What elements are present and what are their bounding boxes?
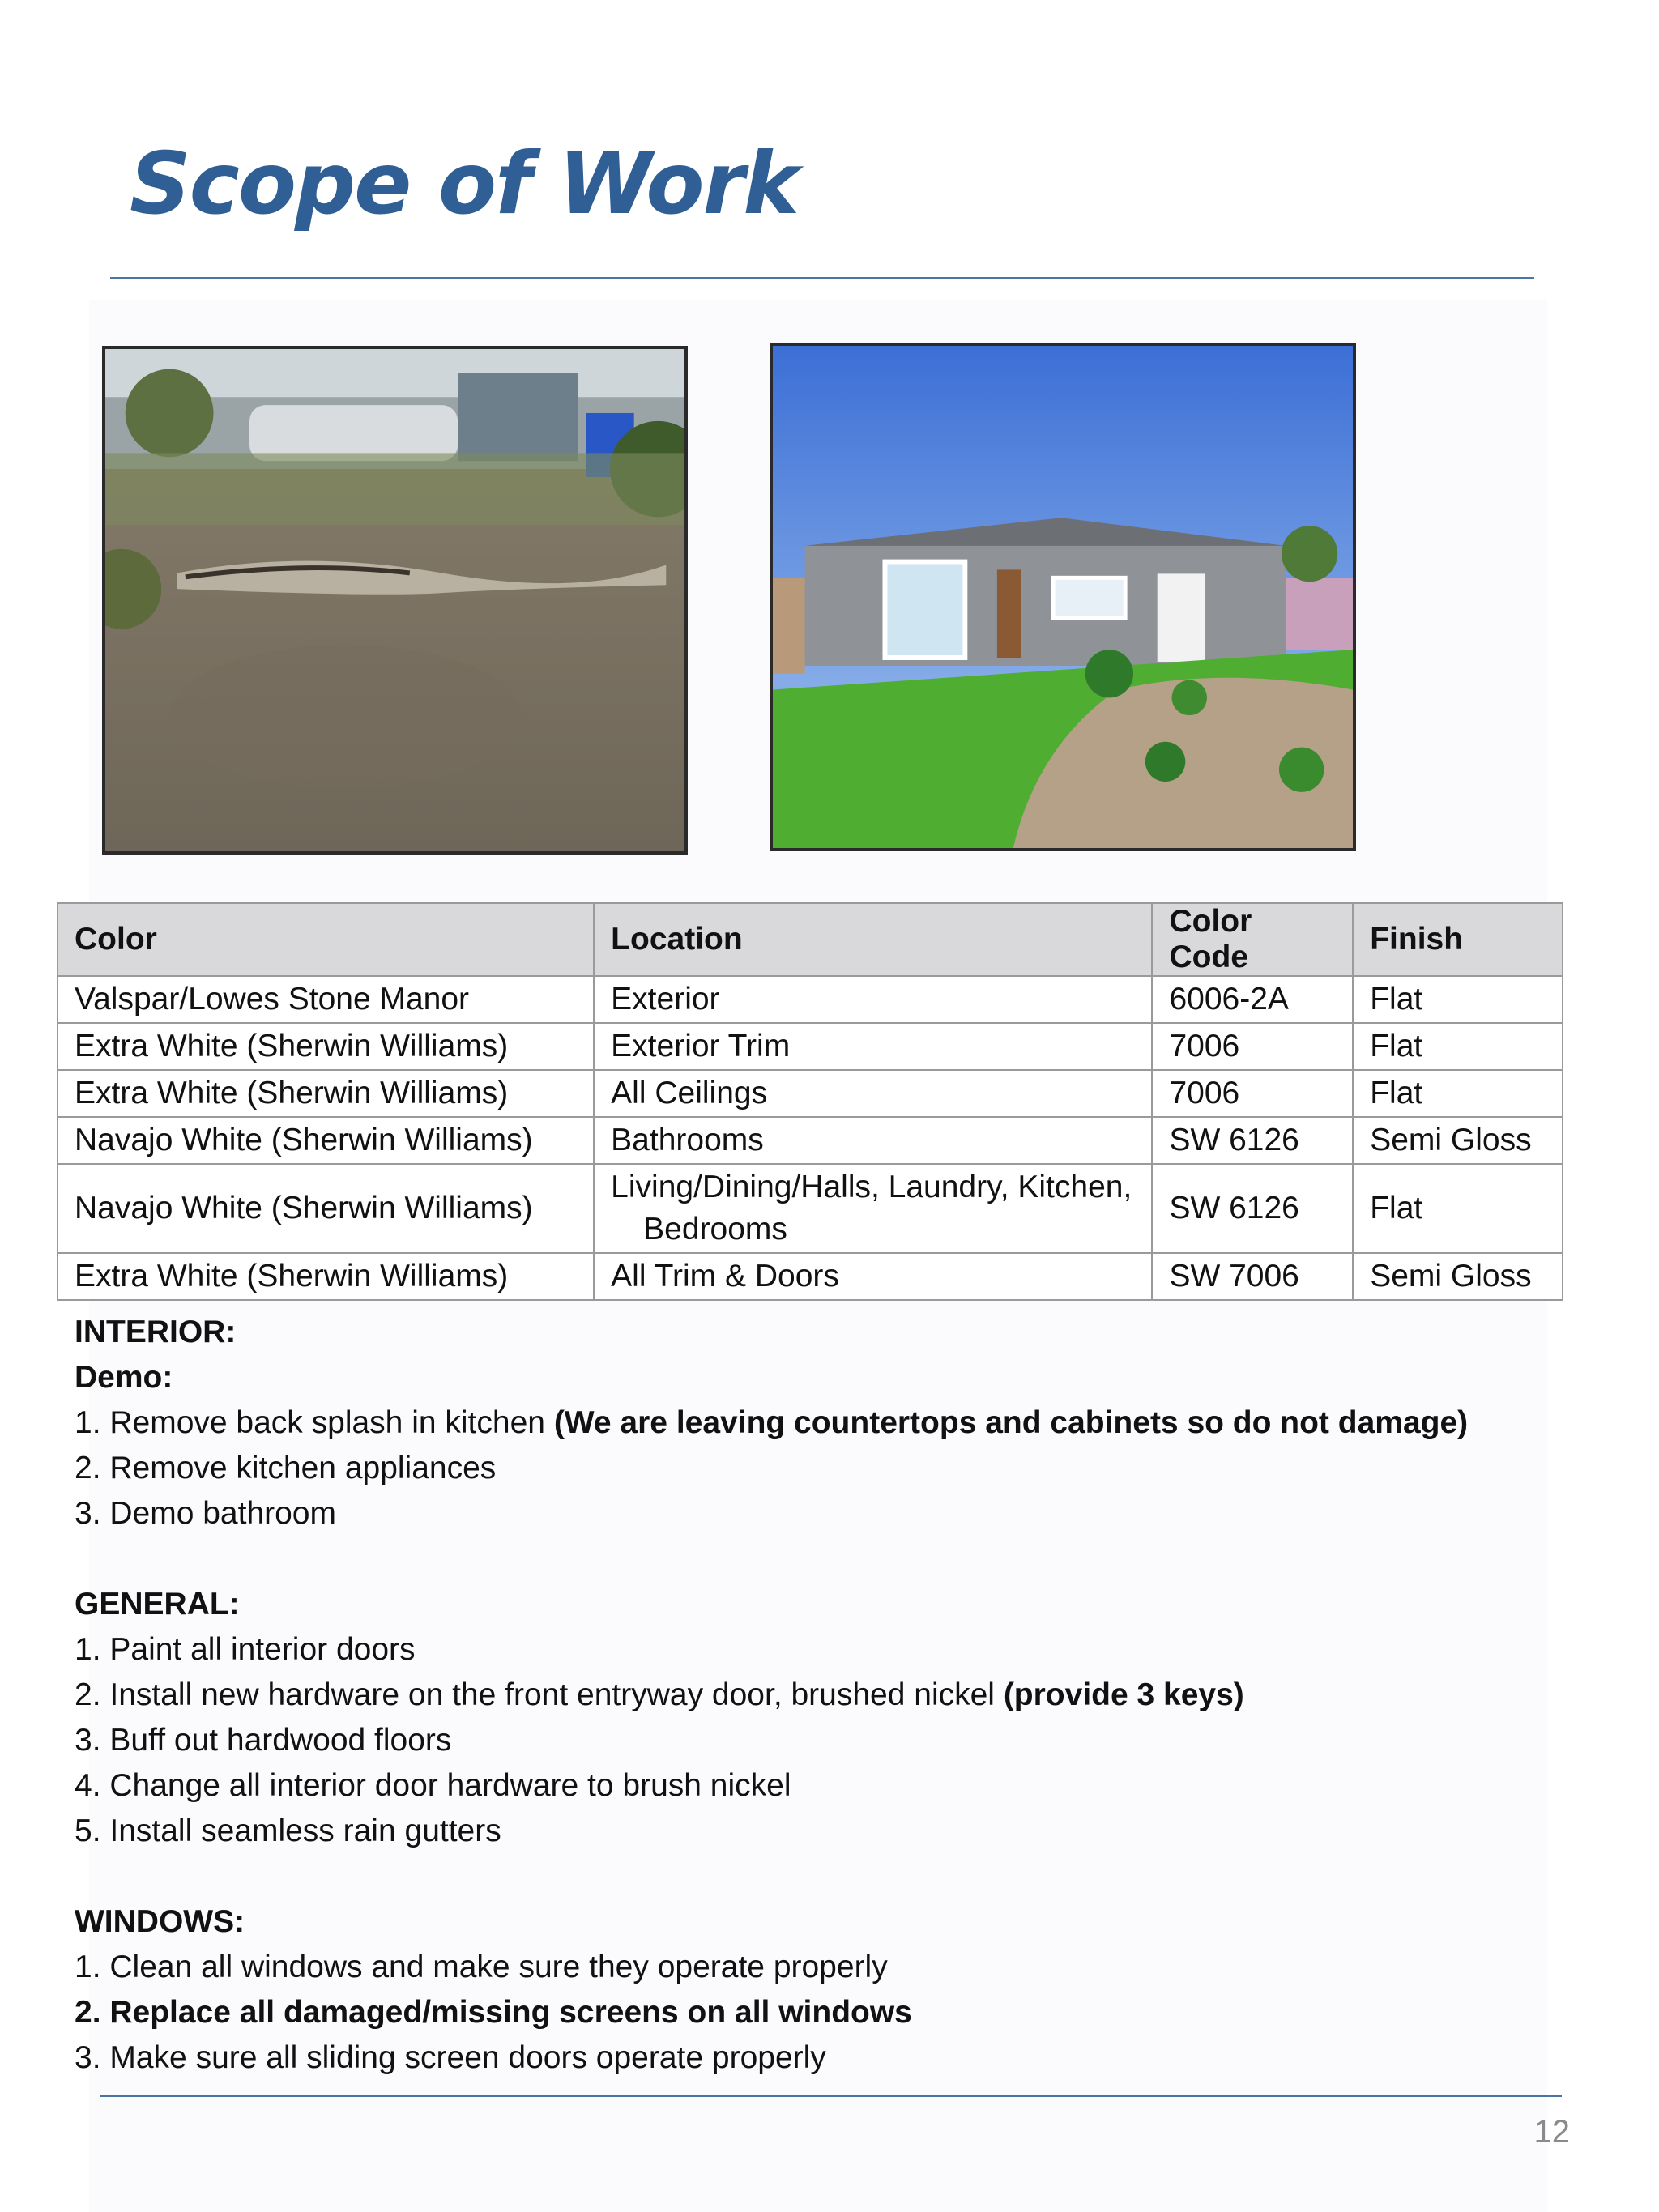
cell-color-code: 7006 [1152,1023,1353,1070]
cell-location [594,1164,1152,1253]
cell-finish: Flat [1353,1070,1563,1117]
table-row [58,1070,1563,1117]
demo-heading: Demo: [75,1360,173,1395]
cell-finish: Semi Gloss [1353,1117,1563,1164]
list-item: 1. Clean all windows and make sure they operate properly [75,1950,888,1984]
cell-color: Extra White (Sherwin Williams) [58,1070,594,1117]
cell-color: Extra White (Sherwin Williams) [58,1023,594,1070]
general-item-2-note: (provide 3 keys) [1003,1677,1244,1712]
table-row [58,1023,1563,1070]
general-item-2: 2. Install new hardware on the front entryway door, brushed nickel [75,1677,1004,1712]
list-item [75,1673,1549,1718]
table-row [58,976,1563,1023]
cell-color: Extra White (Sherwin Williams) [58,1253,594,1300]
interior-item-1-note: (We are leaving countertops and cabinets so do not damage) [553,1405,1469,1440]
cell-location: All Trim & Doors [594,1253,1152,1300]
column-header-color: Color [58,903,594,976]
general-heading: GENERAL: [75,1587,240,1622]
after-landscaping-photo [770,343,1356,851]
cell-color-code: SW 6126 [1152,1164,1353,1253]
interior-heading: INTERIOR: [75,1315,237,1349]
cell-location-line-1: Living/Dining/Halls, Laundry, Kitchen, [611,1170,1132,1204]
cell-finish: Flat [1353,976,1563,1023]
cell-location: All Ceilings [594,1070,1152,1117]
page-number: 12 [1533,2114,1570,2150]
list-item: 2. Replace all damaged/missing screens on all windows [75,1995,912,2030]
list-item: 3. Make sure all sliding screen doors operate properly [75,2040,826,2075]
footer-divider [100,2095,1562,2097]
cell-color: Navajo White (Sherwin Williams) [58,1164,594,1253]
paint-color-table [57,902,1563,1301]
cell-location-line-2: Bedrooms [643,1212,787,1247]
cell-finish: Semi Gloss [1353,1253,1563,1300]
cell-location: Bathrooms [594,1117,1152,1164]
list-item: 4. Change all interior door hardware to brush nickel [75,1768,791,1803]
list-item [75,1400,1549,1446]
table-row [58,1117,1563,1164]
table-header-row [58,903,1563,976]
title-divider [110,277,1534,279]
cell-location: Exterior [594,976,1152,1023]
table-row [58,1164,1563,1253]
cell-finish: Flat [1353,1023,1563,1070]
list-item: 3. Buff out hardwood floors [75,1723,452,1758]
list-item: 1. Paint all interior doors [75,1632,416,1667]
windows-heading: WINDOWS: [75,1904,245,1939]
cell-color-code: 7006 [1152,1070,1353,1117]
column-header-color-code: Color Code [1152,903,1353,976]
table-row [58,1253,1563,1300]
cell-location: Exterior Trim [594,1023,1152,1070]
list-item: 2. Remove kitchen appliances [75,1451,497,1485]
cell-color: Valspar/Lowes Stone Manor [58,976,594,1023]
list-item: 3. Demo bathroom [75,1496,336,1531]
interior-item-1: 1. Remove back splash in kitchen [75,1405,554,1440]
cell-finish: Flat [1353,1164,1563,1253]
scope-notes [75,1310,1549,2081]
page-title: Scope of Work [130,134,799,233]
column-header-finish: Finish [1353,903,1563,976]
cell-color-code: SW 6126 [1152,1117,1353,1164]
list-item: 5. Install seamless rain gutters [75,1813,501,1848]
column-header-location: Location [594,903,1152,976]
before-landscaping-photo [102,346,688,855]
cell-color: Navajo White (Sherwin Williams) [58,1117,594,1164]
cell-color-code: 6006-2A [1152,976,1353,1023]
cell-color-code: SW 7006 [1152,1253,1353,1300]
